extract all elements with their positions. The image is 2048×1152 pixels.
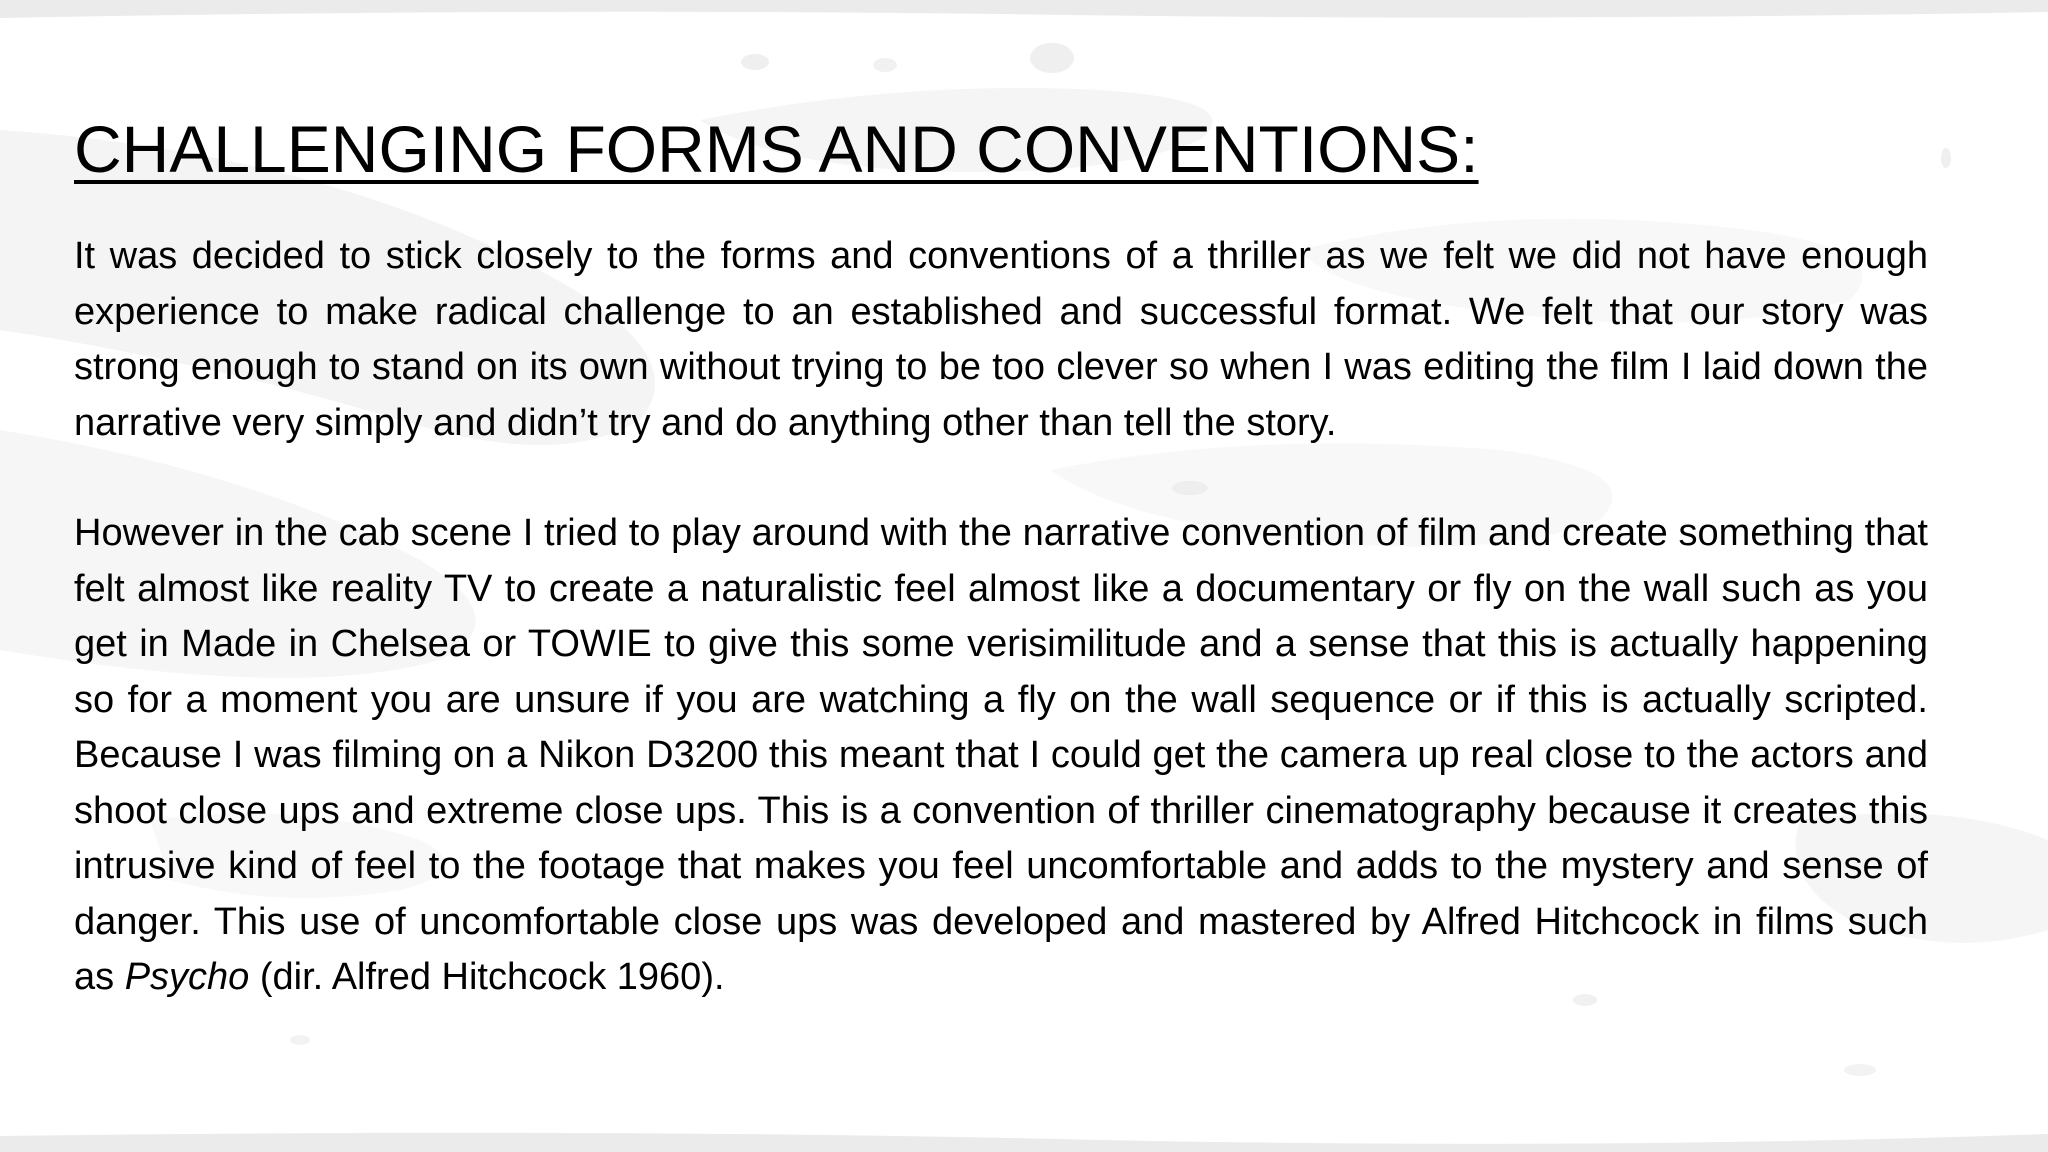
paragraph-1: It was decided to stick closely to the forms and conventions of a thriller as we felt we did not have enough experience to make radical challenge to an established and successful format. We felt that our story was strong enough to stand on its own without trying to be too clever so when I was editing the film I laid down the narrative very simply and didn’t try and do anything other than tell the story. (74, 235, 1928, 444)
paragraph-2 (74, 506, 1928, 1006)
slide-title: CHALLENGING FORMS AND CONVENTIONS: (74, 112, 1479, 186)
slide-content (74, 110, 1928, 1061)
paragraph-2-citation: (dir. Alfred Hitchcock 1960). (249, 956, 725, 999)
paragraph-2-text: However in the cab scene I tried to play around with the narrative convention of film and create something that felt almost like reality TV to create a naturalistic feel almost like a documentary or fly on the wall such as you get in Made in Chelsea or TOWIE to give this some verisimilitude and a sense that this is actually happening so for a moment you are unsure if you are watching a fly on the wall sequence or if this is actually scripted. Because I was filming on a Nikon D3200 this meant that I could get the camera up real close to the actors and shoot close ups and extreme close ups. This is a convention of thriller cinematography because it creates this intrusive kind of feel to the footage that makes you feel uncomfortable and adds to the mystery and sense of danger. This use of uncomfortable close ups was developed and mastered by Alfred Hitchcock in films such as (74, 512, 1928, 999)
film-title-psycho: Psycho (124, 956, 250, 999)
